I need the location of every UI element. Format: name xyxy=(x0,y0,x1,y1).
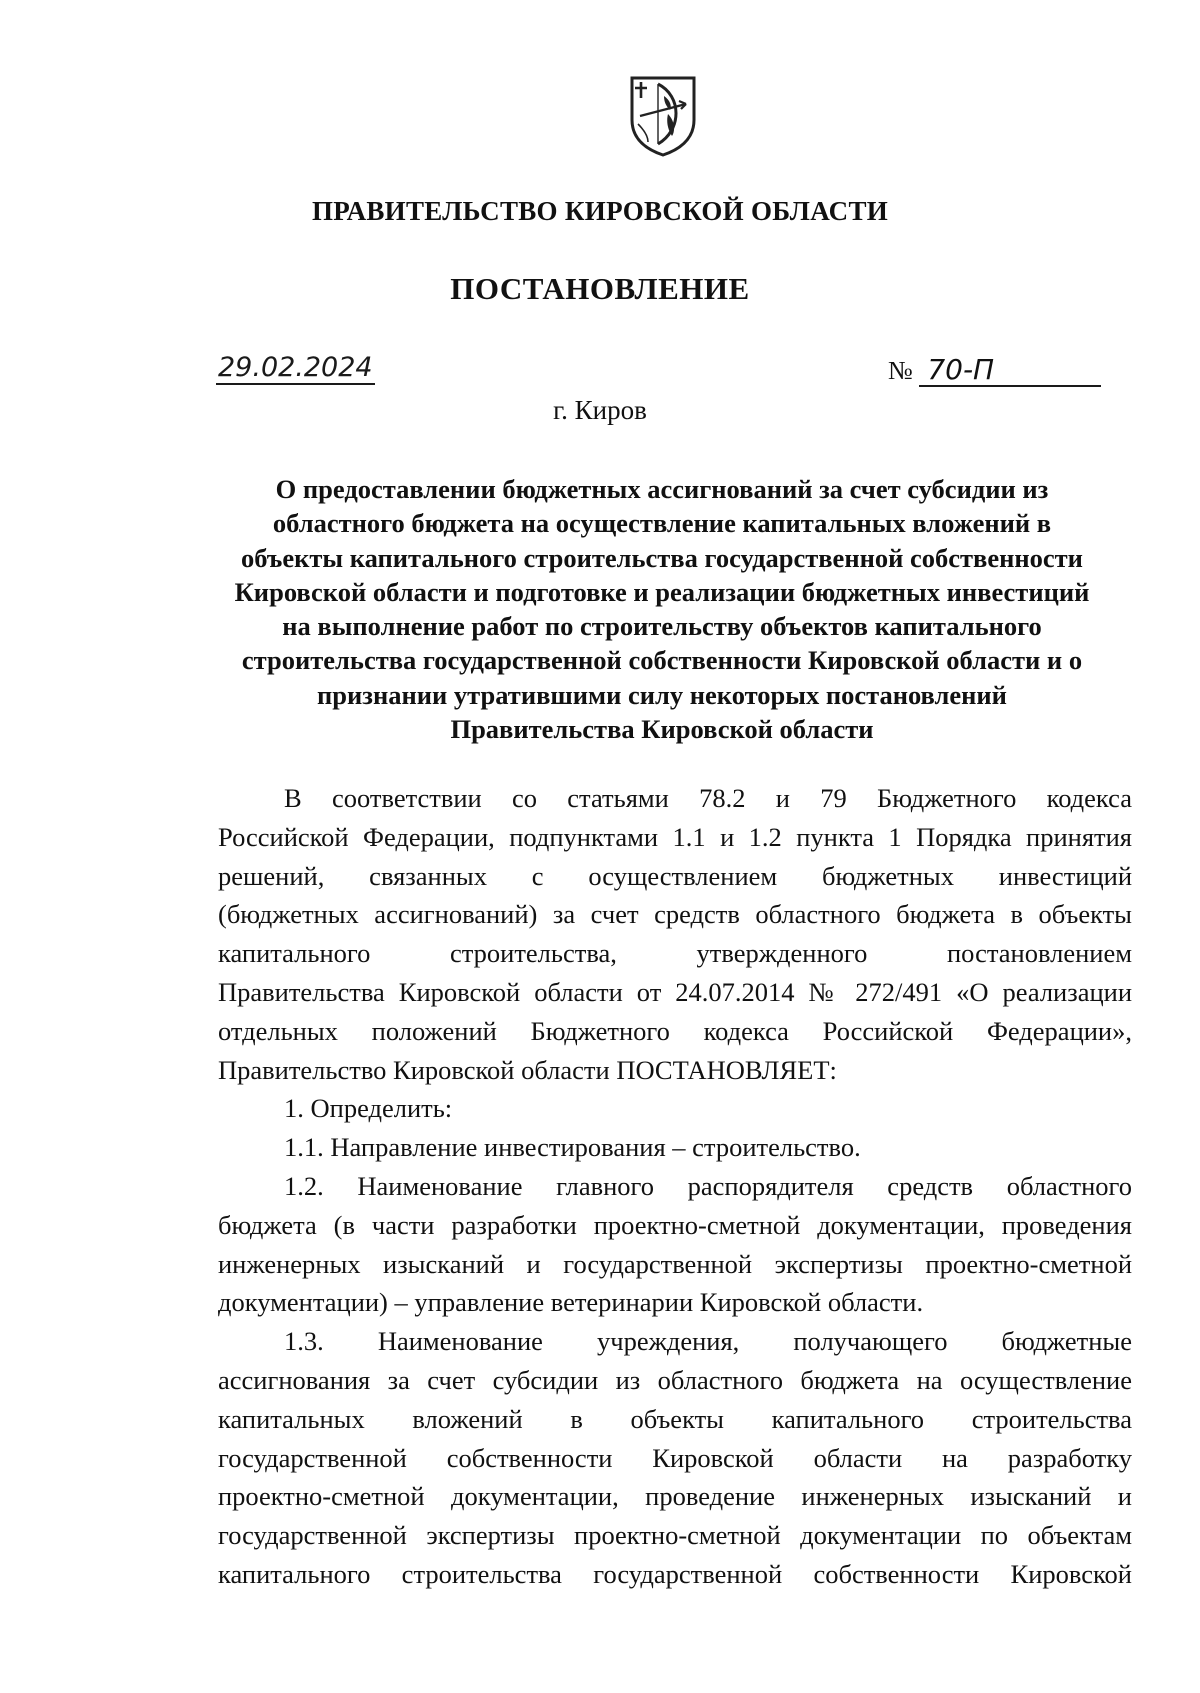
preamble-paragraph xyxy=(218,779,1132,1089)
body-line: (бюджетных ассигнований) за счет средств областного бюджета в объекты xyxy=(218,899,1132,930)
body-line: капитального строительства государственной собственности Кировской xyxy=(218,1558,1132,1589)
body-line: 1.1. Направление инвестирования – строительство. xyxy=(284,1132,861,1163)
subject-line: Правительства Кировской области xyxy=(450,714,874,745)
government-title: ПРАВИТЕЛЬСТВО КИРОВСКОЙ ОБЛАСТИ xyxy=(311,196,889,226)
subject-line: О предоставлении бюджетных ассигнований за счет субсидии из xyxy=(275,474,1049,504)
item-1-1-paragraph xyxy=(218,1128,1132,1167)
body-line: бюджета (в части разработки проектно-сметной документации, проведения xyxy=(218,1209,1132,1240)
body-line: 1.3. Наименование учреждения, получающего бюджетные xyxy=(284,1326,1132,1357)
subject-line: строительства государственной собственности Кировской области и о xyxy=(241,645,1083,676)
body-line: государственной собственности Кировской области на разработку xyxy=(218,1442,1132,1473)
body-line: капитального строительства, утвержденного постановлением xyxy=(218,938,1132,969)
body-line: Правительство Кировской области ПОСТАНОВЛЯЕТ: xyxy=(218,1054,837,1085)
body-line: Российской Федерации, подпунктами 1.1 и 1.2 пункта 1 Порядка принятия xyxy=(218,821,1132,852)
item-1-paragraph xyxy=(218,1089,1132,1128)
body-line: решений, связанных с осуществлением бюджетных инвестиций xyxy=(218,860,1132,891)
body-line: капитальных вложений в объекты капитального строительства xyxy=(218,1403,1132,1434)
body-line: документации) – управление ветеринарии Кировской области. xyxy=(218,1287,924,1318)
subject-line: объекты капитального строительства государственной собственности xyxy=(241,542,1083,573)
item-1-3-paragraph xyxy=(218,1322,1132,1594)
document-city: г. Киров xyxy=(553,395,647,425)
body-line: проектно-сметной документации, проведение инженерных изысканий и xyxy=(218,1481,1132,1512)
document-body xyxy=(218,779,1132,1594)
number-value: 70-П xyxy=(919,355,1101,387)
body-line: ассигнования за счет субсидии из областного бюджета на осуществление xyxy=(218,1364,1132,1395)
body-line: государственной экспертизы проектно-сметной документации по объектам xyxy=(218,1520,1132,1551)
subject-line: на выполнение работ по строительству объектов капитального xyxy=(282,611,1042,642)
body-line: 1.2. Наименование главного распорядителя средств областного xyxy=(284,1170,1132,1201)
subject-line: областного бюджета на осуществление капитальных вложений в xyxy=(272,508,1052,539)
item-1-2-paragraph xyxy=(218,1167,1132,1322)
body-line: 1. Определить: xyxy=(284,1093,453,1124)
body-line: отдельных положений Бюджетного кодекса Российской Федерации», xyxy=(218,1015,1132,1046)
document-number xyxy=(888,355,1101,387)
kirov-oblast-coat-of-arms-icon xyxy=(628,74,698,158)
document-date: 29.02.2024 xyxy=(218,352,373,383)
body-line: Правительства Кировской области от 24.07.2014 № 272/491 «О реализации xyxy=(218,976,1132,1007)
subject-line: признании утратившими силу некоторых постановлений xyxy=(317,679,1007,710)
number-label: № xyxy=(888,356,913,385)
document-subject xyxy=(200,472,1124,746)
body-line: В соответствии со статьями 78.2 и 79 Бюджетного кодекса xyxy=(284,783,1132,813)
body-line: инженерных изысканий и государственной экспертизы проектно-сметной xyxy=(218,1248,1132,1279)
document-type: ПОСТАНОВЛЕНИЕ xyxy=(450,271,750,306)
subject-line: Кировской области и подготовке и реализации бюджетных инвестиций xyxy=(234,576,1090,607)
